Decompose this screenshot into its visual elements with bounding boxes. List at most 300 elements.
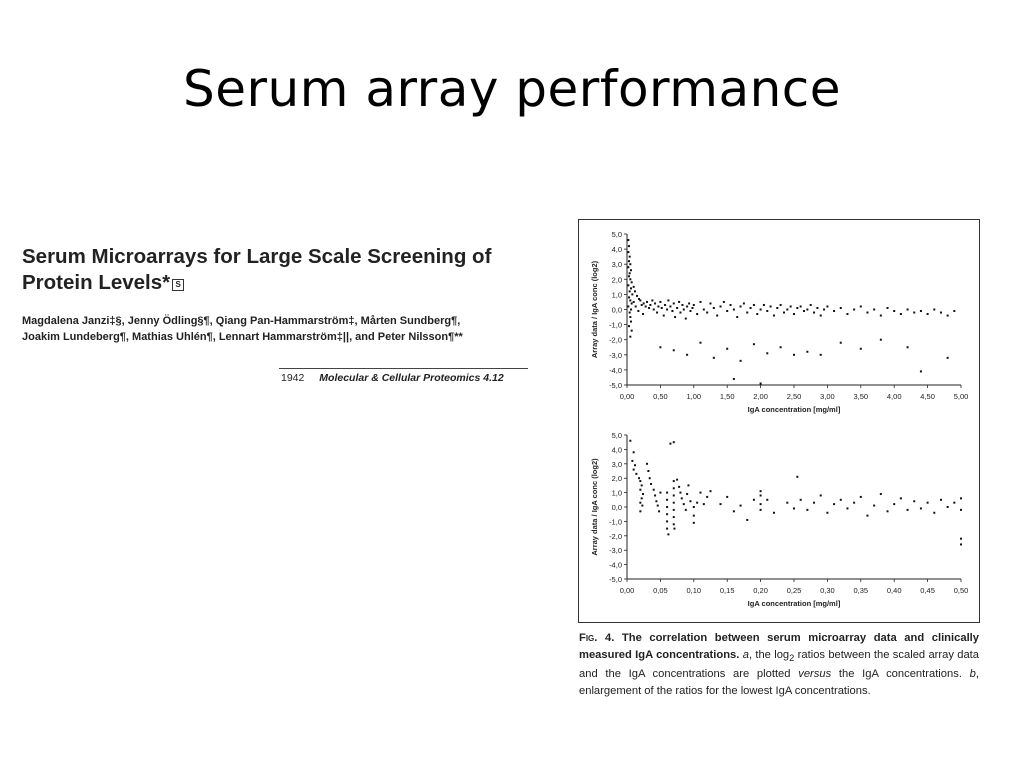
plot-a-data-point: [753, 343, 755, 345]
plot-a-data-point: [853, 309, 855, 311]
plot-a-data-point: [642, 313, 644, 315]
plot-a-data-point: [846, 313, 848, 315]
plot-a-x-tick-label: 4,00: [886, 392, 902, 401]
plot-a-data-point: [628, 245, 630, 247]
plot-b-y-tick-label: -1,0: [609, 517, 622, 527]
plot-b-y-tick-label: 5,0: [611, 431, 622, 440]
plot-a-data-point: [766, 310, 768, 312]
plot-b-data-point: [940, 499, 942, 501]
plot-b-data-point: [689, 500, 691, 502]
plot-a-data-point: [693, 304, 695, 306]
plot-a-data-point: [688, 302, 690, 304]
plot-b-data-point: [796, 476, 798, 478]
plot-b-data-point: [693, 515, 695, 517]
journal-citation: [281, 372, 504, 384]
plot-a-data-point: [840, 307, 842, 309]
plot-b-data-point: [642, 493, 644, 495]
plot-a-data-point: [933, 309, 935, 311]
plot-a-x-tick-label: 4,50: [920, 392, 935, 401]
plot-a-y-axis-label: Array data / IgA conc (log2): [590, 260, 599, 359]
plot-a-y-tick-label: -1,0: [609, 320, 622, 330]
caption-part-b-letter: b: [969, 668, 976, 681]
plot-b-data-point: [669, 443, 671, 445]
plot-a-data-point: [628, 275, 630, 277]
plot-a-data-point: [740, 360, 742, 362]
plot-a-data-point: [703, 309, 705, 311]
plot-a-data-point: [643, 302, 645, 304]
plot-a-data-point: [790, 305, 792, 307]
plot-a-data-point: [629, 299, 631, 301]
plot-b-x-tick-label: 0,45: [920, 586, 935, 595]
plot-b-data-point: [666, 528, 668, 530]
plot-a-data-point: [710, 302, 712, 304]
plot-a-data-point: [746, 312, 748, 314]
plot-a-data-point: [630, 269, 632, 271]
plot-b-data-point: [766, 499, 768, 501]
plot-a-data-point: [920, 310, 922, 312]
plot-b-data-point: [676, 479, 678, 481]
plot-a-y-tick-label: -5,0: [609, 381, 622, 390]
plot-b-data-point: [846, 507, 848, 509]
plot-b-y-tick-label: 4,0: [611, 445, 622, 455]
page-number: 1942: [281, 372, 305, 384]
plot-b-data-point: [920, 507, 922, 509]
plot-a-x-tick-label: 1,50: [719, 392, 735, 401]
plot-b-data-point: [953, 502, 955, 504]
plot-b-data-point: [927, 502, 929, 504]
plot-a-data-point: [631, 330, 633, 332]
plot-a-data-point: [654, 302, 656, 304]
plot-b-data-point: [753, 499, 755, 501]
plot-b-data-point: [634, 464, 636, 466]
caption-part-a-sub: 2: [789, 652, 795, 663]
plot-a-data-point: [947, 315, 949, 317]
caption-part-a-letter: a: [742, 648, 749, 661]
plot-a-data-point: [699, 301, 701, 303]
plot-a-y-tick-label: -2,0: [609, 335, 622, 345]
caption-figure-label: Fig. 4.: [579, 632, 615, 644]
plot-a-data-point: [630, 309, 632, 311]
plot-b-data-point: [673, 523, 675, 525]
plot-a-data-point: [628, 296, 630, 298]
plot-a-data-point: [627, 284, 629, 286]
plot-a-x-tick-label: 2,00: [753, 392, 768, 401]
plot-b-data-point: [673, 487, 675, 489]
plot-a-data-point: [773, 315, 775, 317]
plot-a-data-point: [637, 310, 639, 312]
plot-a-data-point: [953, 310, 955, 312]
paper-title: [22, 244, 552, 296]
plot-b-y-tick-label: 0,0: [611, 503, 622, 512]
plot-b-data-point: [800, 499, 802, 501]
plot-b-data-point: [873, 505, 875, 507]
plot-a-data-point: [645, 305, 647, 307]
plot-b-data-point: [760, 509, 762, 511]
plot-a-y-tick-label: 1,0: [611, 290, 622, 300]
plot-b-data-point: [947, 506, 949, 508]
plot-a-data-point: [696, 313, 698, 315]
plot-b-data-point: [673, 441, 675, 443]
citation-divider: [279, 368, 528, 369]
plot-b-x-tick-label: 0,40: [886, 586, 902, 595]
plot-a-data-point: [716, 315, 718, 317]
plot-a-data-point: [678, 301, 680, 303]
plot-a-data-point: [820, 315, 822, 317]
plot-a-data-point: [770, 305, 772, 307]
plot-a-data-point: [629, 336, 631, 338]
plot-b-y-tick-label: -4,0: [609, 560, 622, 570]
plot-a-data-point: [723, 301, 725, 303]
plot-a-data-point: [766, 352, 768, 354]
plot-a-data-point: [743, 302, 745, 304]
scatter-plots: [579, 220, 979, 622]
plot-b-x-tick-label: 0,00: [619, 586, 635, 595]
plot-b-data-point: [760, 503, 762, 505]
plot-a-x-tick-label: 0,50: [653, 392, 668, 401]
plot-a-data-point: [631, 302, 633, 304]
plot-a-data-point: [629, 272, 631, 274]
caption-bold-text: The correlation between serum microarray data and clinically measured IgA concentrations.: [579, 632, 980, 661]
plot-a-data-point: [685, 318, 687, 320]
plot-a-x-tick-label: 5,00: [953, 392, 969, 401]
plot-a-data-point: [686, 305, 688, 307]
plot-a-data-point: [630, 321, 632, 323]
plot-b-data-point: [650, 483, 652, 485]
paper-title-text: Serum Microarrays for Large Scale Screening of Protein Levels*: [22, 245, 492, 294]
plot-a-data-point: [648, 307, 650, 309]
plot-a-data-point: [806, 351, 808, 353]
plot-a-data-point: [661, 307, 663, 309]
plot-a-y-tick-label: 3,0: [611, 260, 622, 270]
plot-b-data-point: [703, 503, 705, 505]
plot-b-data-point: [893, 503, 895, 505]
plot-b-data-point: [760, 490, 762, 492]
plot-b-data-point: [900, 497, 902, 499]
plot-a-data-point: [713, 357, 715, 359]
plot-a-data-point: [669, 305, 671, 307]
plot-b-data-point: [655, 500, 657, 502]
journal-name: Molecular & Cellular Proteomics 4.12: [319, 372, 504, 384]
plot-a-data-point: [820, 354, 822, 356]
plot-a-data-point: [631, 293, 633, 295]
plot-a-data-point: [646, 301, 648, 303]
plot-b-data-point: [699, 492, 701, 494]
plot-a-data-point: [673, 302, 675, 304]
plot-a-data-point: [900, 313, 902, 315]
plot-b-data-point: [685, 509, 687, 511]
plot-b-data-point: [686, 493, 688, 495]
plot-b-data-point: [654, 494, 656, 496]
plot-a-data-point: [686, 354, 688, 356]
plot-b-data-point: [673, 509, 675, 511]
plot-b-data-point: [683, 503, 685, 505]
plot-a-data-point: [635, 305, 637, 307]
plot-a-x-axis-label: IgA concentration [mg/ml]: [747, 405, 841, 414]
plot-b-data-point: [673, 480, 675, 482]
plot-b-data-point: [933, 512, 935, 514]
plot-a-data-point: [866, 312, 868, 314]
plot-b-data-point: [629, 440, 631, 442]
plot-a-data-point: [816, 307, 818, 309]
plot-a-x-tick-label: 2,50: [786, 392, 802, 401]
plot-b-data-point: [913, 500, 915, 502]
plot-a-data-point: [630, 287, 632, 289]
plot-a-y-tick-label: 2,0: [611, 275, 622, 285]
plot-b-data-point: [657, 505, 659, 507]
plot-b-y-tick-label: -5,0: [609, 575, 622, 584]
plot-a-data-point: [813, 312, 815, 314]
plot-b-data-point: [646, 463, 648, 465]
plot-a-data-point: [649, 304, 651, 306]
plot-b-data-point: [687, 484, 689, 486]
plot-a-data-point: [780, 304, 782, 306]
plot-a-data-point: [927, 313, 929, 315]
plot-a-data-point: [679, 312, 681, 314]
plot-a-data-point: [810, 304, 812, 306]
plot-a-data-point: [907, 309, 909, 311]
plot-b-x-tick-label: 0,25: [786, 586, 802, 595]
plot-a-x-tick-label: 3,00: [820, 392, 835, 401]
plot-a-data-point: [780, 346, 782, 348]
plot-a-data-point: [657, 305, 659, 307]
plot-a-y-tick-label: -3,0: [609, 350, 622, 360]
plot-a-data-point: [783, 312, 785, 314]
plot-a-data-point: [793, 354, 795, 356]
plot-a-data-point: [639, 299, 641, 301]
plot-a-data-point: [756, 313, 758, 315]
plot-a-data-point: [627, 266, 629, 268]
plot-a-data-point: [627, 239, 629, 241]
plot-b-data-point: [833, 503, 835, 505]
plot-a-data-point: [656, 312, 658, 314]
plot-b-y-tick-label: 2,0: [611, 474, 622, 484]
plot-b-data-point: [635, 473, 637, 475]
plot-b-data-point: [706, 496, 708, 498]
authors-line-1: Magdalena Janzi‡§, Jenny Ödling§¶, Qiang Pan-Hammarström‡, Mårten Sundberg¶,: [22, 315, 461, 327]
plot-b-data-point: [733, 510, 735, 512]
plot-a-data-point: [733, 309, 735, 311]
plot-b-data-point: [641, 505, 643, 507]
plot-b-x-tick-label: 0,10: [686, 586, 702, 595]
plot-b-data-point: [907, 509, 909, 511]
figure-panel: [578, 219, 980, 623]
plot-a-data-point: [803, 310, 805, 312]
caption-part-a-post: ratios between the scaled array data and the IgA concentrations are plotted: [579, 648, 980, 681]
plot-b-data-point: [681, 497, 683, 499]
plot-b-data-point: [633, 451, 635, 453]
plot-a-data-point: [786, 309, 788, 311]
plot-b-data-point: [666, 513, 668, 515]
plot-a-data-point: [627, 251, 629, 253]
plot-a-data-point: [880, 339, 882, 341]
plot-a-data-point: [627, 305, 629, 307]
plot-b-data-point: [793, 507, 795, 509]
plot-a-y-tick-label: 4,0: [611, 245, 622, 255]
plot-a-x-tick-label: 1,00: [686, 392, 702, 401]
plot-b-data-point: [813, 502, 815, 504]
authors-line-2: Joakim Lundeberg¶, Mathias Uhlén¶, Lennart Hammarström‡||, and Peter Nilsson¶**: [22, 331, 463, 343]
plot-a-data-point: [776, 307, 778, 309]
plot-b-data-point: [666, 492, 668, 494]
plot-b-y-tick-label: 3,0: [611, 459, 622, 469]
plot-b-data-point: [840, 499, 842, 501]
plot-b-data-point: [631, 460, 633, 462]
plot-a-data-point: [793, 313, 795, 315]
plot-b-data-point: [639, 489, 641, 491]
plot-b-data-point: [639, 502, 641, 504]
plot-b-x-tick-label: 0,30: [820, 586, 835, 595]
plot-a-data-point: [920, 370, 922, 372]
plot-b-x-axis-label: IgA concentration [mg/ml]: [747, 599, 841, 608]
plot-a-data-point: [659, 346, 661, 348]
plot-b-data-point: [960, 497, 962, 499]
plot-a-data-point: [730, 304, 732, 306]
plot-a-data-point: [760, 382, 762, 384]
plot-b-data-point: [666, 520, 668, 522]
plot-a-data-point: [720, 305, 722, 307]
plot-a-data-point: [796, 307, 798, 309]
plot-b-data-point: [666, 499, 668, 501]
plot-a-y-tick-label: 0,0: [611, 305, 622, 315]
plot-a-data-point: [641, 304, 643, 306]
plot-a-data-point: [736, 316, 738, 318]
plot-a-data-point: [629, 278, 631, 280]
plot-b-x-tick-label: 0,20: [753, 586, 768, 595]
plot-a-data-point: [683, 309, 685, 311]
plot-a-data-point: [887, 307, 889, 309]
plot-b-x-tick-label: 0,05: [653, 586, 668, 595]
plot-b-data-point: [647, 470, 649, 472]
plot-b-data-point: [649, 477, 651, 479]
plot-b-data-point: [820, 494, 822, 496]
plot-a-data-point: [659, 301, 661, 303]
plot-a-data-point: [833, 310, 835, 312]
plot-b-data-point: [678, 486, 680, 488]
plot-a-data-point: [651, 299, 653, 301]
plot-a-data-point: [726, 310, 728, 312]
plot-a-x-tick-label: 0,00: [619, 392, 635, 401]
plot-b-data-point: [641, 497, 643, 499]
plot-a-data-point: [750, 307, 752, 309]
plot-a-y-tick-label: -4,0: [609, 365, 622, 375]
plot-a-data-point: [691, 307, 693, 309]
plot-b-y-axis-label: Array data / IgA conc (log2): [590, 458, 599, 556]
plot-a-y-tick-label: 5,0: [611, 230, 622, 239]
plot-b-y-tick-label: 1,0: [611, 488, 622, 498]
plot-a-data-point: [629, 263, 631, 265]
plot-b-data-point: [887, 510, 889, 512]
plot-a-data-point: [860, 305, 862, 307]
plot-a-data-point: [907, 346, 909, 348]
plot-b-data-point: [786, 502, 788, 504]
plot-b-data-point: [860, 496, 862, 498]
plot-a-data-point: [740, 305, 742, 307]
caption-part-b-text: , enlargement of the ratios for the lowest IgA concentrations.: [579, 668, 979, 697]
plot-b-x-tick-label: 0,15: [719, 586, 735, 595]
plot-a-data-point: [629, 256, 631, 258]
plot-b-data-point: [740, 505, 742, 507]
plot-a-data-point: [667, 299, 669, 301]
plot-a-data-point: [629, 312, 631, 314]
plot-b-data-point: [806, 509, 808, 511]
plot-b-data-point: [641, 484, 643, 486]
plot-b-data-point: [746, 519, 748, 521]
plot-b-x-tick-label: 0,35: [853, 586, 869, 595]
plot-a-data-point: [634, 290, 636, 292]
plot-b-data-point: [853, 502, 855, 504]
plot-b-data-point: [696, 502, 698, 504]
plot-a-data-point: [840, 342, 842, 344]
plot-a-data-point: [633, 286, 635, 288]
plot-a-data-point: [674, 316, 676, 318]
plot-a-data-point: [800, 305, 802, 307]
plot-b-data-point: [866, 515, 868, 517]
plot-b-data-point: [726, 496, 728, 498]
plot-a-data-point: [706, 312, 708, 314]
plot-a-data-point: [681, 304, 683, 306]
caption-part-a-end: the IgA concentrations.: [831, 668, 962, 681]
plot-a-data-point: [753, 304, 755, 306]
plot-b-data-point: [960, 509, 962, 511]
plot-b-data-point: [639, 510, 641, 512]
figure-caption: [579, 630, 979, 699]
plot-b-data-point: [673, 502, 675, 504]
plot-a-data-point: [760, 309, 762, 311]
caption-part-a-italic: versus: [798, 668, 832, 681]
plot-a-data-point: [673, 349, 675, 351]
plot-b-data-point: [960, 538, 962, 540]
plot-b-data-point: [673, 528, 675, 530]
plot-b-data-point: [679, 492, 681, 494]
plot-b-data-point: [658, 510, 660, 512]
plot-a-data-point: [631, 281, 633, 283]
plot-b-data-point: [773, 512, 775, 514]
plot-a-data-point: [629, 316, 631, 318]
plot-b-y-tick-label: -3,0: [609, 546, 622, 556]
plot-a-data-point: [826, 305, 828, 307]
plot-b-data-point: [826, 512, 828, 514]
plot-a-data-point: [733, 378, 735, 380]
plot-a-data-point: [947, 357, 949, 359]
plot-b-data-point: [659, 492, 661, 494]
plot-a-data-point: [893, 310, 895, 312]
plot-a-data-point: [823, 309, 825, 311]
plot-b-data-point: [673, 516, 675, 518]
plot-a-data-point: [653, 309, 655, 311]
plot-b-data-point: [720, 503, 722, 505]
plot-a-data-point: [633, 301, 635, 303]
plot-b-data-point: [710, 490, 712, 492]
plot-b-data-point: [880, 493, 882, 495]
plot-a-data-point: [763, 304, 765, 306]
slide-title: Serum array performance: [182, 60, 842, 118]
plot-b-data-point: [638, 477, 640, 479]
plot-a-data-point: [671, 310, 673, 312]
plot-a-data-point: [726, 348, 728, 350]
plot-a-data-point: [940, 312, 942, 314]
plot-a-data-point: [628, 325, 630, 327]
plot-a-data-point: [913, 312, 915, 314]
plot-a-data-point: [663, 315, 665, 317]
plot-b-data-point: [653, 489, 655, 491]
plot-a-data-point: [628, 260, 630, 262]
plot-a-data-point: [629, 290, 631, 292]
plot-a-data-point: [860, 348, 862, 350]
author-list: [22, 313, 552, 345]
plot-b-x-tick-label: 0,50: [953, 586, 969, 595]
plot-b-data-point: [666, 506, 668, 508]
plot-a-data-point: [636, 295, 638, 297]
